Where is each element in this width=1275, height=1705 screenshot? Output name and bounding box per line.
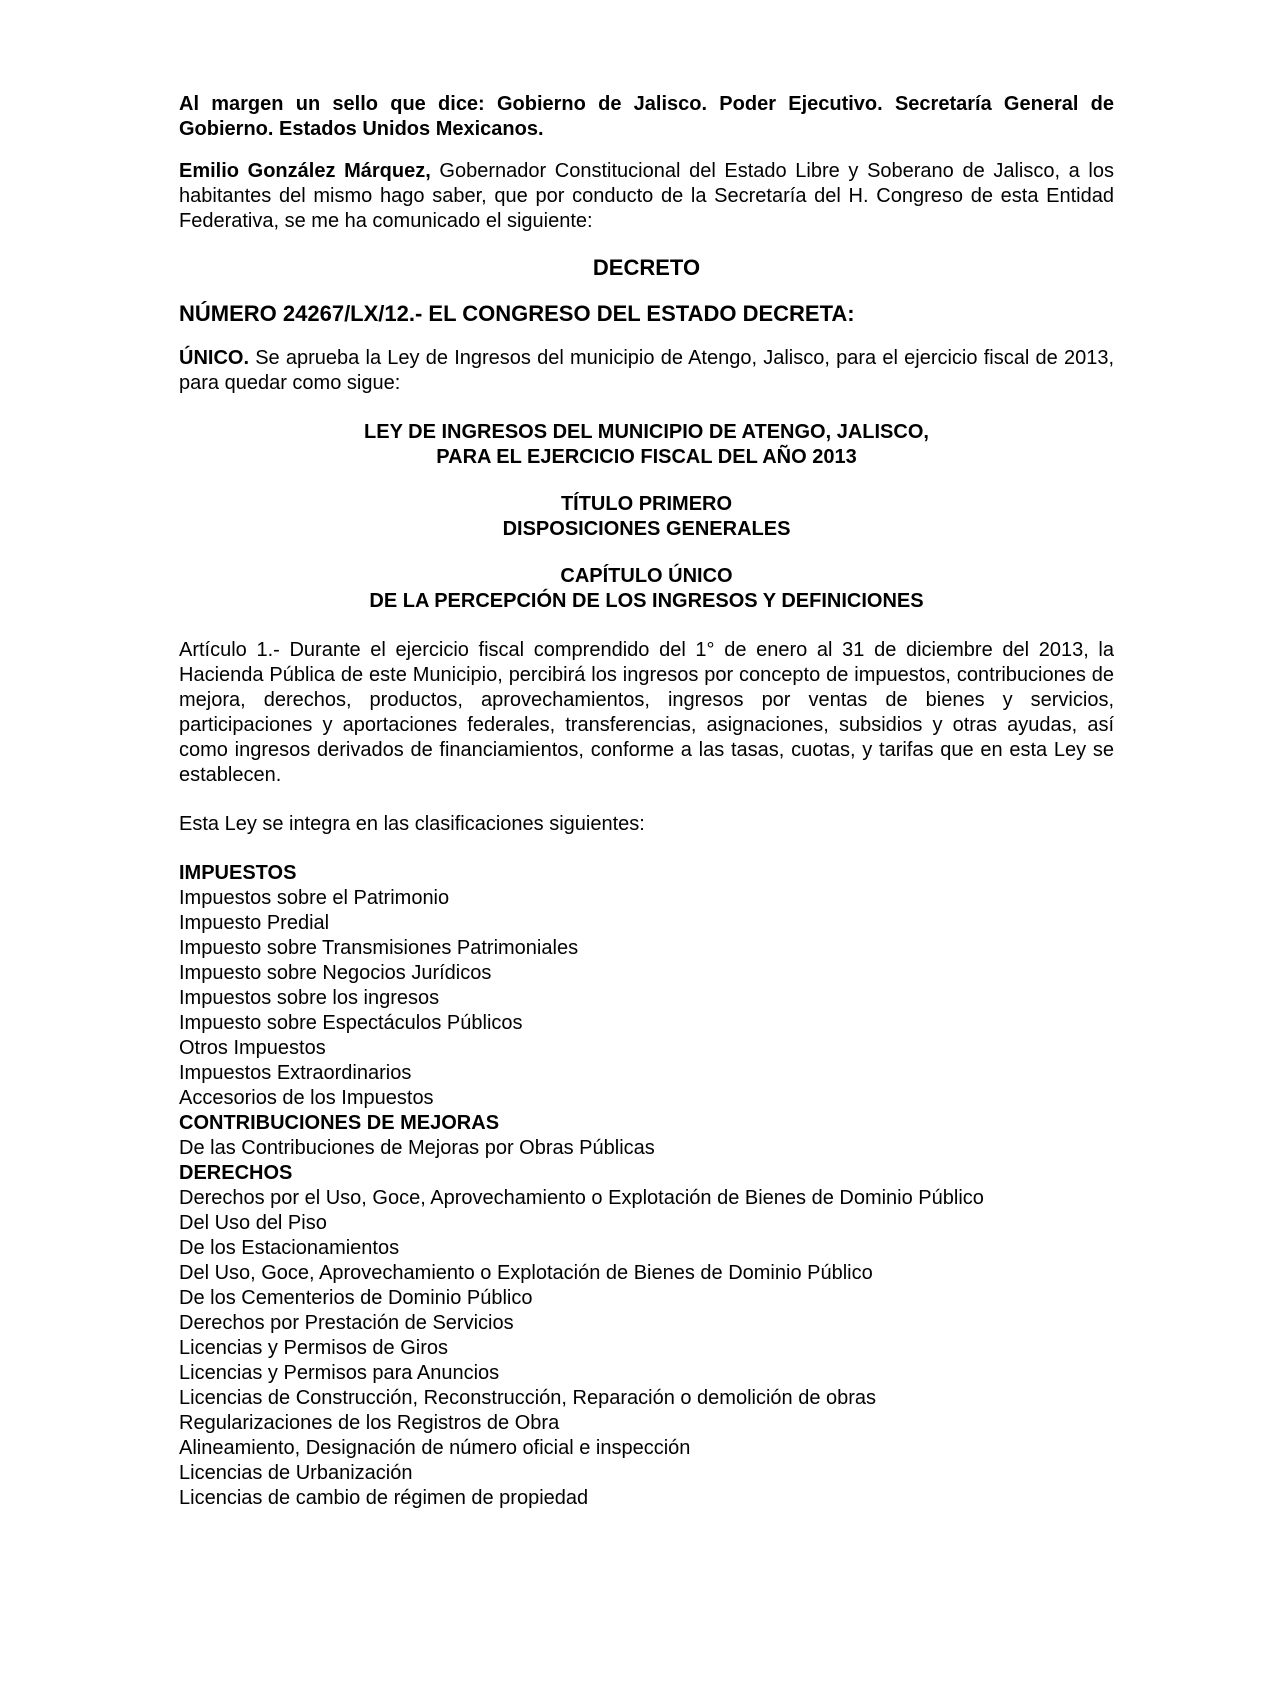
impuestos-heading: IMPUESTOS [179, 862, 297, 884]
capitulo-line-1: CAPÍTULO ÚNICO [560, 565, 733, 587]
list-item: Licencias de Construcción, Reconstrucción, Reparación o demolición de obras [179, 1387, 877, 1409]
unico-paragraph [179, 346, 1114, 396]
list-item: Licencias y Permisos de Giros [179, 1337, 448, 1359]
titulo-line-2: DISPOSICIONES GENERALES [502, 518, 791, 540]
law-title [179, 420, 1114, 470]
list-item: Impuesto Predial [179, 912, 330, 934]
unico-label: ÚNICO. [179, 347, 249, 369]
intro-paragraph [179, 159, 1114, 234]
stamp-paragraph: Al margen un sello que dice: Gobierno de Jalisco. Poder Ejecutivo. Secretaría General de Gobierno. Estados Unidos Mexicanos. [179, 93, 1114, 140]
list-item: Licencias y Permisos para Anuncios [179, 1362, 500, 1384]
list-item: Impuestos sobre los ingresos [179, 987, 440, 1009]
list-item: Impuestos Extraordinarios [179, 1062, 412, 1084]
list-item: Impuesto sobre Negocios Jurídicos [179, 962, 492, 984]
list-item: Derechos por el Uso, Goce, Aprovechamiento o Explotación de Bienes de Dominio Público [179, 1187, 984, 1209]
derechos-heading: DERECHOS [179, 1162, 293, 1184]
classification-list [179, 861, 1114, 1511]
governor-name: Emilio González Márquez, [179, 160, 431, 182]
list-item: Del Uso, Goce, Aprovechamiento o Explotación de Bienes de Dominio Público [179, 1262, 873, 1284]
integra-paragraph: Esta Ley se integra en las clasificaciones siguientes: [179, 813, 645, 835]
unico-text: Se aprueba la Ley de Ingresos del municipio de Atengo, Jalisco, para el ejercicio fiscal de 2013, para quedar como sigue: [179, 347, 1114, 394]
list-item: Impuestos sobre el Patrimonio [179, 887, 450, 909]
decree-number-title: NÚMERO 24267/LX/12.- EL CONGRESO DEL ESTADO DECRETA: [179, 301, 855, 326]
law-title-line-1: LEY DE INGRESOS DEL MUNICIPIO DE ATENGO, JALISCO, [364, 421, 929, 443]
intro-text: Gobernador Constitucional del Estado Libre y Soberano de Jalisco, a los habitantes del mismo hago saber, que por conducto de la Secretaría del H. Congreso de esta Entidad Federativa, se me ha comunicado el siguiente: [179, 160, 1114, 232]
list-item: Accesorios de los Impuestos [179, 1087, 434, 1109]
list-item: Del Uso del Piso [179, 1212, 327, 1234]
capitulo-heading [179, 564, 1114, 614]
list-item: De los Cementerios de Dominio Público [179, 1287, 533, 1309]
list-item: Regularizaciones de los Registros de Obra [179, 1412, 560, 1434]
articulo-1-paragraph: Artículo 1.- Durante el ejercicio fiscal comprendido del 1° de enero al 31 de diciembre del 2013, la Hacienda Pública de este Municipio, percibirá los ingresos por concepto de impuestos, contribuciones de mejora, derechos, productos, aprovechamientos, ingresos por ventas de bienes y servicios, participaciones y aportaciones federales, transferencias, asignaciones, subsidios y otras ayudas, así como ingresos derivados de financiamientos, conforme a las tasas, cuotas, y tarifas que en esta Ley se establecen. [179, 639, 1114, 786]
list-item: Licencias de cambio de régimen de propiedad [179, 1487, 589, 1509]
list-item: De las Contribuciones de Mejoras por Obras Públicas [179, 1137, 655, 1159]
decreto-title: DECRETO [592, 255, 701, 280]
titulo-heading [179, 492, 1114, 542]
document-page [179, 92, 1114, 1511]
list-item: Licencias de Urbanización [179, 1462, 413, 1484]
law-title-line-2: PARA EL EJERCICIO FISCAL DEL AÑO 2013 [436, 446, 857, 468]
list-item: Derechos por Prestación de Servicios [179, 1312, 514, 1334]
list-item: De los Estacionamientos [179, 1237, 400, 1259]
capitulo-line-2: DE LA PERCEPCIÓN DE LOS INGRESOS Y DEFINICIONES [369, 590, 924, 612]
list-item: Otros Impuestos [179, 1037, 326, 1059]
list-item: Impuesto sobre Transmisiones Patrimoniales [179, 937, 579, 959]
contribuciones-heading: CONTRIBUCIONES DE MEJORAS [179, 1112, 500, 1134]
titulo-line-1: TÍTULO PRIMERO [560, 493, 733, 515]
list-item: Alineamiento, Designación de número oficial e inspección [179, 1437, 691, 1459]
list-item: Impuesto sobre Espectáculos Públicos [179, 1012, 523, 1034]
